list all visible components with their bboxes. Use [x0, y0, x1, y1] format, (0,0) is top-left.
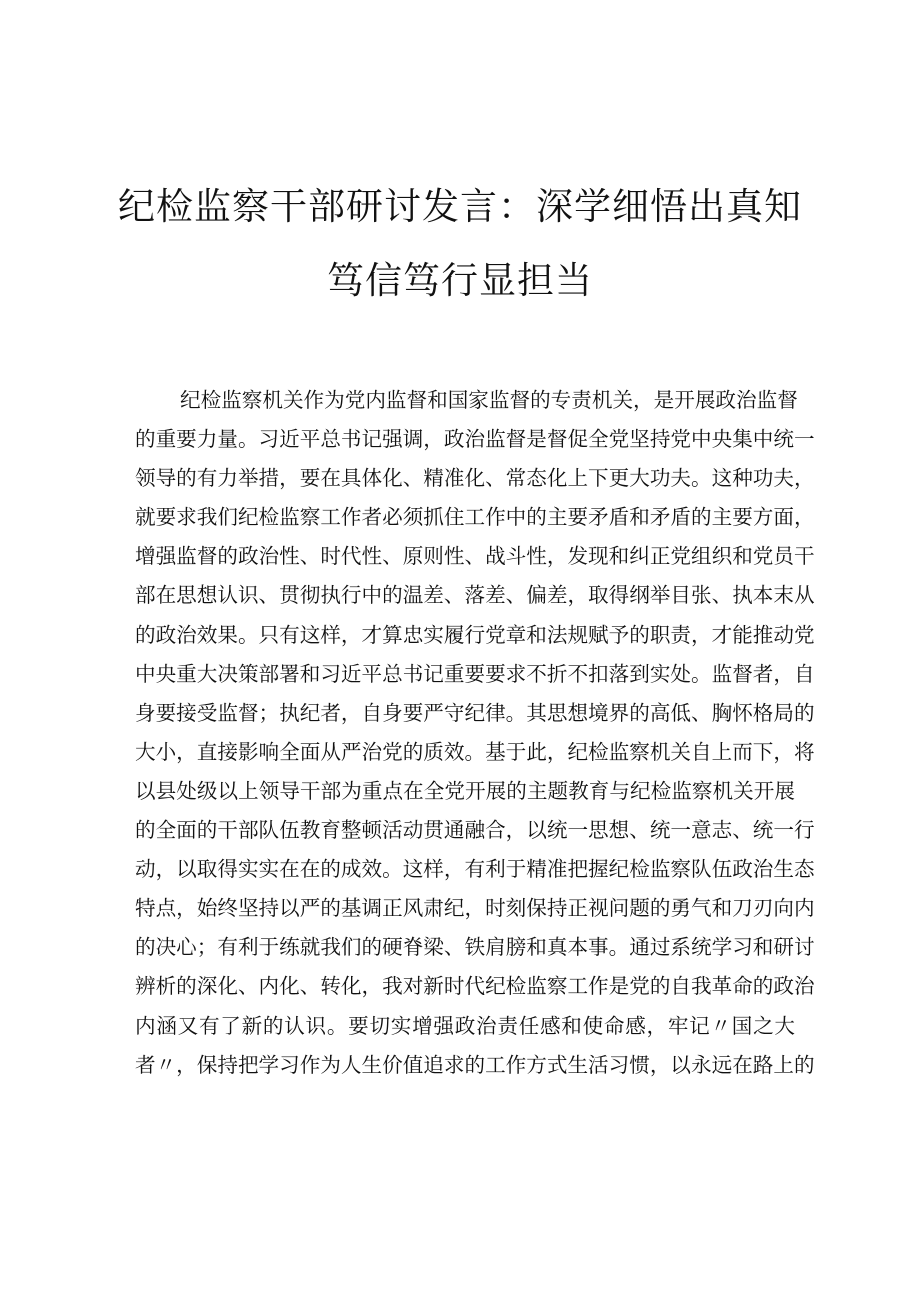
paragraph-line: 增强监督的政治性、时代性、原则性、战斗性，发现和纠正党组织和党员干: [135, 544, 815, 569]
paragraph-line: 中央重大决策部署和习近平总书记重要要求不折不扣落到实处。监督者，自: [135, 661, 815, 686]
document-title-line-1: 纪检监察干部研讨发言：深学细悟出真知: [118, 185, 802, 228]
paragraph-line: 就要求我们纪检监察工作者必须抓住工作中的主要矛盾和矛盾的主要方面，: [135, 505, 815, 530]
paragraph-line: 内涵又有了新的认识。要切实增强政治责任感和使命感，牢记〃国之大: [135, 1013, 795, 1038]
paragraph-line: 的重要力量。习近平总书记强调，政治监督是督促全党坚持党中央集中统一: [135, 427, 815, 452]
document-title-line-2: 笃信笃行显担当: [327, 259, 593, 302]
paragraph-line: 的全面的干部队伍教育整顿活动贯通融合，以统一思想、统一意志、统一行: [135, 818, 815, 843]
paragraph-line: 的政治效果。只有这样，才算忠实履行党章和法规赋予的职责，才能推动党: [135, 622, 815, 647]
document-body: [135, 381, 815, 1085]
paragraph-line: 以县处级以上领导干部为重点在全党开展的主题教育与纪检监察机关开展: [135, 778, 795, 803]
paragraph-line: 者〃，保持把学习作为人生价值追求的工作方式生活习惯，以永远在路上的: [135, 1052, 815, 1077]
paragraph-line: 部在思想认识、贯彻执行中的温差、落差、偏差，取得纲举目张、执本末从: [135, 583, 815, 608]
paragraph-line: 动，以取得实实在在的成效。这样，有利于精准把握纪检监察队伍政治生态: [135, 857, 815, 882]
paragraph-line: 领导的有力举措，要在具体化、精准化、常态化上下更大功夫。这种功夫，: [135, 466, 815, 491]
paragraph-line: 特点，始终坚持以严的基调正风肃纪，时刻保持正视问题的勇气和刀刃向内: [135, 896, 815, 921]
paragraph-line: 辨析的深化、内化、转化，我对新时代纪检监察工作是党的自我革命的政治: [135, 974, 815, 999]
paragraph-line: 的决心；有利于练就我们的硬脊梁、铁肩膀和真本事。通过系统学习和研讨: [135, 935, 815, 960]
paragraph-line: 大小，直接影响全面从严治党的质效。基于此，纪检监察机关自上而下，将: [135, 739, 815, 764]
paragraph-line: 纪检监察机关作为党内监督和国家监督的专责机关，是开展政治监督: [180, 388, 798, 412]
paragraph-line: 身要接受监督；执纪者，自身要严守纪律。其思想境界的高低、胸怀格局的: [135, 700, 815, 725]
